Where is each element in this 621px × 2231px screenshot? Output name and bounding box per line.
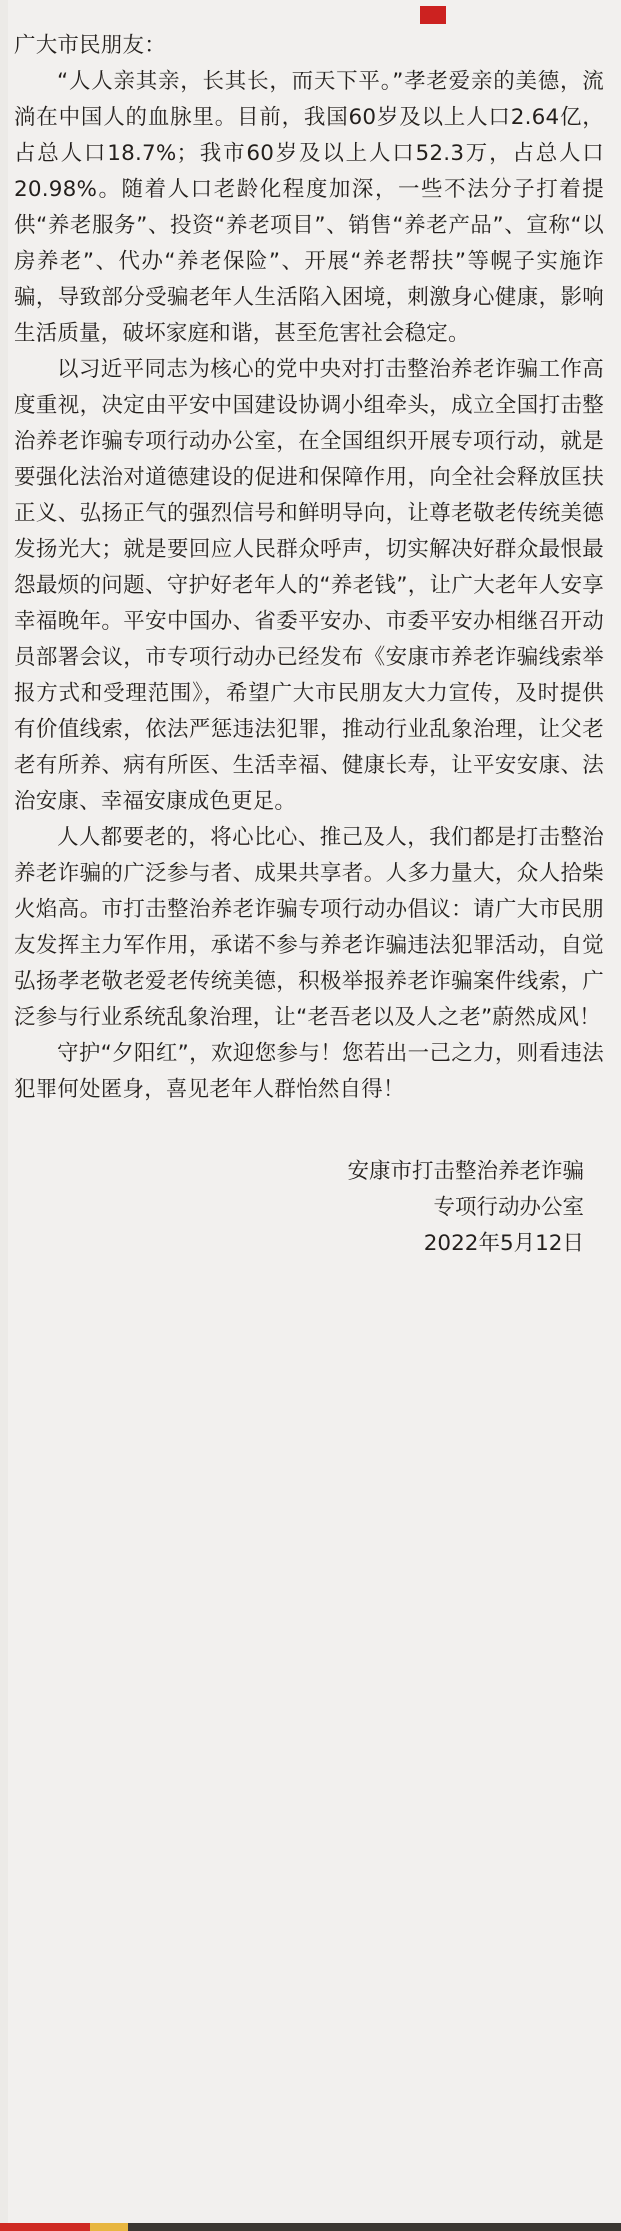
- signature-organization-line-1: 安康市打击整治养老诈骗: [347, 1159, 584, 1184]
- paragraph-1: “人人亲其亲，长其长，而天下平。”孝老爱亲的美德，流淌在中国人的血脉里。目前，我国60岁及以上人口2.64亿，占总人口18.7%；我市60岁及以上人口52.3万，占总人口20.98%。随着人口老龄化程度加深，一些不法分子打着提供“养老服务”、投资“养老项目”、销售“养老产品”、宣称“以房养老”、代办“养老保险”、开展“养老帮扶”等幌子实施诈骗，导致部分受骗老年人生活陷入困境，刺激身心健康，影响生活质量，破坏家庭和谐，甚至危害社会稳定。: [14, 69, 604, 346]
- paragraph-3: 人人都要老的，将心比心、推己及人，我们都是打击整治养老诈骗的广泛参与者、成果共享者。人多力量大，众人拾柴火焰高。市打击整治养老诈骗专项行动办倡议：请广大市民朋友发挥主力军作用，承诺不参与养老诈骗违法犯罪活动，自觉弘扬孝老敬老爱老传统美德，积极举报养老诈骗案件线索，广泛参与行业系统乱象治理，让“老吾老以及人之老”蔚然成风！: [14, 825, 604, 1030]
- left-accent-rail: [0, 0, 8, 2231]
- signature-organization-line-2: 专项行动办公室: [433, 1195, 584, 1220]
- bottom-bar-red: [0, 2223, 90, 2231]
- paragraph-4: 守护“夕阳红”，欢迎您参与！您若出一己之力，则看违法犯罪何处匿身，喜见老年人群怡然自得！: [14, 1041, 604, 1102]
- document-body: [14, 28, 604, 1262]
- red-square-decoration-icon: [420, 6, 446, 24]
- salutation: 广大市民朋友：: [14, 33, 166, 58]
- bottom-decoration: [0, 2217, 621, 2231]
- paragraph-2: 以习近平同志为核心的党中央对打击整治养老诈骗工作高度重视，决定由平安中国建设协调小组牵头，成立全国打击整治养老诈骗专项行动办公室，在全国组织开展专项行动，就是要强化法治对道德建设的促进和保障作用，向全社会释放匡扶正义、弘扬正气的强烈信号和鲜明导向，让尊老敬老传统美德发扬光大；就是要回应人民群众呼声，切实解决好群众最恨最怨最烦的问题、守护好老年人的“养老钱”，让广大老年人安享幸福晚年。平安中国办、省委平安办、市委平安办相继召开动员部署会议，市专项行动办已经发布《安康市养老诈骗线索举报方式和受理范围》，希望广大市民朋友大力宣传，及时提供有价值线索，依法严惩违法犯罪，推动行业乱象治理，让父老老有所养、病有所医、生活幸福、健康长寿，让平安安康、法治安康、幸福安康成色更足。: [14, 357, 604, 814]
- bottom-bar-yellow: [90, 2223, 128, 2231]
- document-text: [14, 28, 604, 1108]
- signature-block: [14, 1154, 604, 1262]
- bottom-bar-dark: [128, 2223, 621, 2231]
- signature-date: 2022年5月12日: [423, 1231, 584, 1256]
